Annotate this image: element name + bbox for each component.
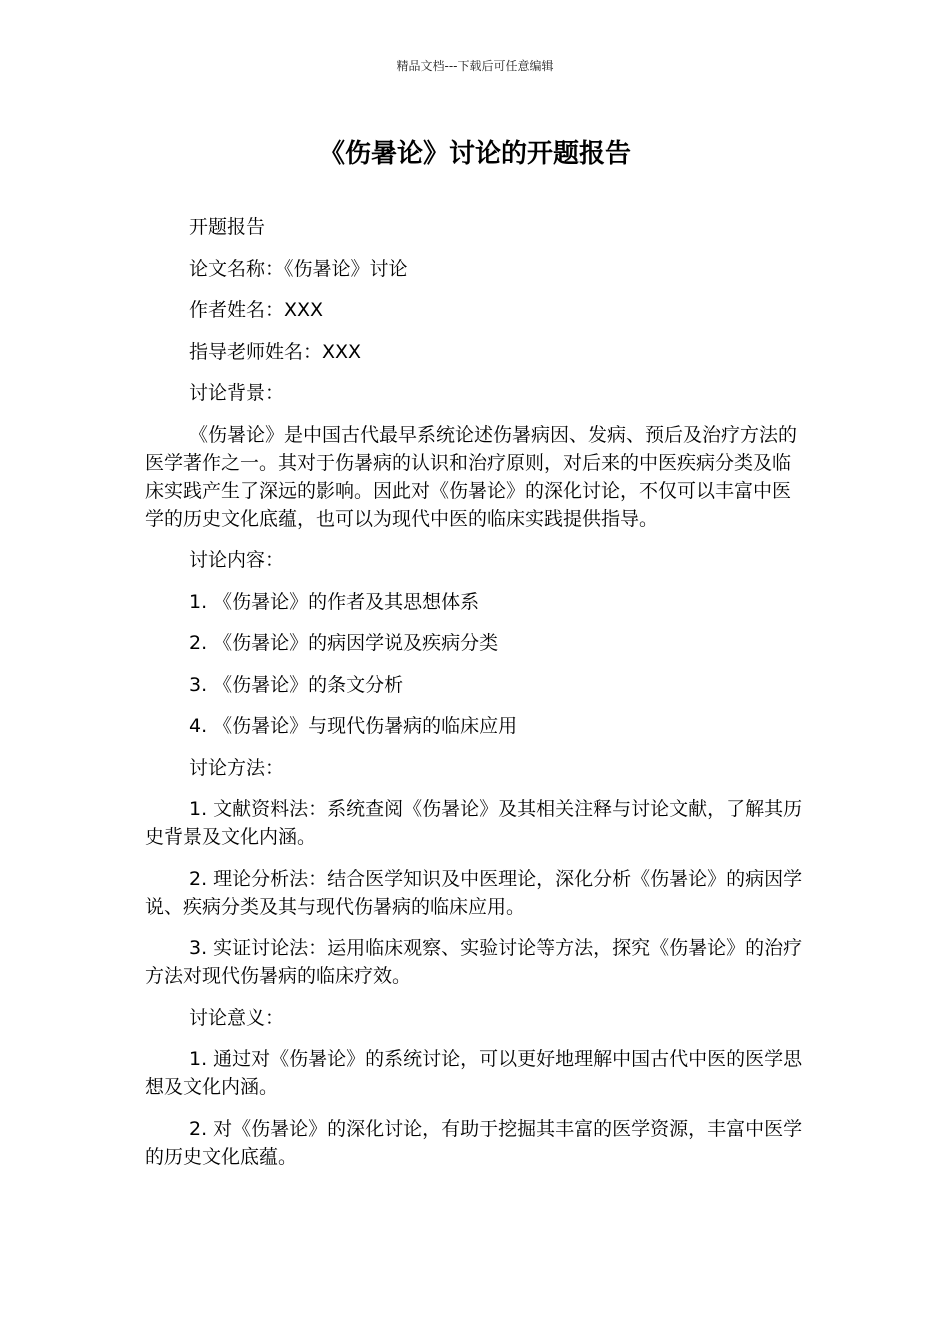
paragraph-author-name: 作者姓名：XXX [189, 299, 324, 321]
list-item-content-4: 4. 《伤暑论》与现代伤暑病的临床应用 [189, 715, 518, 737]
section-heading-content: 讨论内容： [189, 549, 285, 571]
paragraph-advisor-name: 指导老师姓名：XXX [189, 340, 362, 363]
document-title: 《伤暑论》讨论的开题报告 [318, 139, 631, 169]
list-item-content-3: 3. 《伤暑论》的条文分析 [189, 673, 404, 696]
paragraph-thesis-name: 论文名称：《伤暑论》讨论 [189, 257, 408, 280]
document-body [145, 213, 805, 1184]
paragraph-report-label: 开题报告 [189, 216, 266, 238]
list-item-method-3: 3. 实证讨论法：运用临床观察、实验讨论等方法，探究《伤暑论》的治疗方法对现代伤暑病的临床疗效。 [145, 937, 803, 987]
section-heading-background: 讨论背景： [189, 382, 285, 404]
section-heading-methods: 讨论方法： [189, 756, 285, 779]
section-heading-significance: 讨论意义： [189, 1006, 285, 1029]
list-item-significance-2: 2. 对《伤暑论》的深化讨论，有助于挖掘其丰富的医学资源，丰富中医学的历史文化底蕴。 [145, 1117, 803, 1168]
list-item-content-2: 2. 《伤暑论》的病因学说及疾病分类 [189, 632, 499, 654]
list-item-method-2: 2. 理论分析法：结合医学知识及中医理论，深化分析《伤暑论》的病因学说、疾病分类及其与现代伤暑病的临床应用。 [145, 867, 803, 918]
list-item-method-1: 1. 文献资料法：系统查阅《伤暑论》及其相关注释与讨论文献，了解其历史背景及文化内涵。 [145, 798, 803, 848]
list-item-content-1: 1. 《伤暑论》的作者及其思想体系 [189, 590, 480, 613]
header-note: 精品文档---下载后可任意编辑 [396, 59, 554, 73]
list-item-significance-1: 1. 通过对《伤暑论》的系统讨论，可以更好地理解中国古代中医的医学思想及文化内涵。 [145, 1048, 803, 1098]
paragraph-background: 《伤暑论》是中国古代最早系统论述伤暑病因、发病、预后及治疗方法的医学著作之一。其对于伤暑病的认识和治疗原则，对后来的中医疾病分类及临床实践产生了深远的影响。因此对《伤暑论》的深化讨论，不仅可以丰富中医学的历史文化底蕴，也可以为现代中医的临床实践提供指导。 [145, 423, 798, 530]
